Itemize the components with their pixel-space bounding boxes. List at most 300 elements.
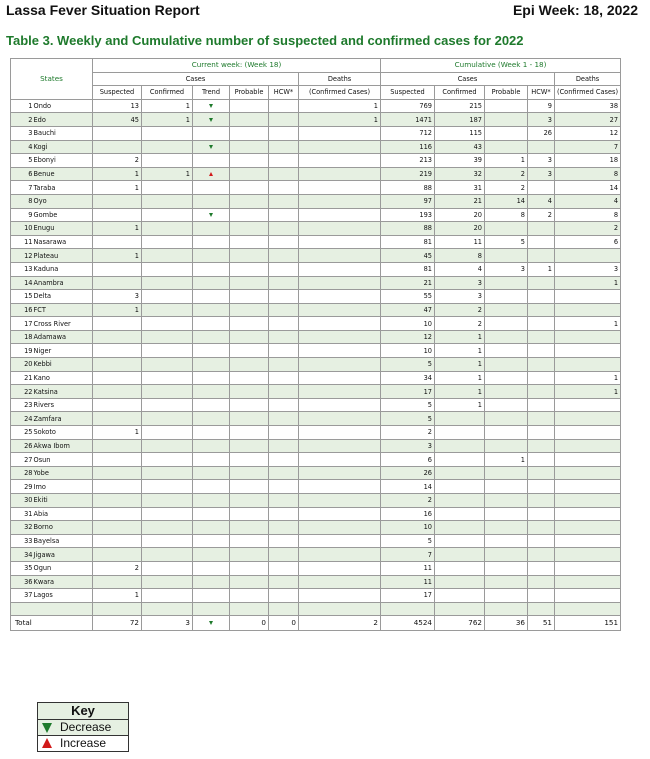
cum-probable-cell (485, 534, 528, 548)
cum-deaths-cell: 2 (555, 222, 621, 236)
cum-hcw-cell (528, 398, 555, 412)
cw-deaths-cell (299, 154, 381, 168)
cw-deaths-cell (299, 453, 381, 467)
cw-probable-cell (230, 494, 269, 508)
total-cum-suspected: 4524 (381, 616, 435, 631)
cumulative-header: Cumulative (Week 1 - 18) (381, 59, 621, 73)
cum-hcw-cell (528, 439, 555, 453)
cw-suspected-cell (93, 208, 142, 222)
cw-suspected-cell: 1 (93, 167, 142, 181)
cw-probable-cell (230, 235, 269, 249)
cw-suspected-cell (93, 385, 142, 399)
cw-confirmed-cell (142, 154, 193, 168)
table-row (11, 99, 621, 113)
cum-confirmed-cell (435, 412, 485, 426)
cw-deaths-cell (299, 126, 381, 140)
cw-suspected-cell (93, 412, 142, 426)
state-name: Kano (33, 371, 93, 385)
cw-hcw-cell (269, 466, 299, 480)
cw-suspected-cell (93, 317, 142, 331)
row-number: 30 (11, 494, 33, 508)
trend-cell (193, 99, 230, 113)
state-name: Zamfara (33, 412, 93, 426)
cum-probable-cell (485, 385, 528, 399)
cum-confirmed-cell (435, 480, 485, 494)
cw-probable-cell (230, 262, 269, 276)
cw-deaths-cell (299, 222, 381, 236)
cw-deaths-cell (299, 303, 381, 317)
row-number: 1 (11, 99, 33, 113)
state-name: Anambra (33, 276, 93, 290)
cum-confirmed-cell (435, 521, 485, 535)
cum-hcw-cell (528, 303, 555, 317)
cw-hcw-cell (269, 371, 299, 385)
cum-suspected-cell: 47 (381, 303, 435, 317)
cum-hcw-cell (528, 466, 555, 480)
cum-probable-cell (485, 575, 528, 589)
cum-probable-cell (485, 561, 528, 575)
cum-suspected-cell: 193 (381, 208, 435, 222)
cw-confirmed-cell (142, 507, 193, 521)
row-number: 23 (11, 398, 33, 412)
cum-suspected-cell: 3 (381, 439, 435, 453)
cum-suspected-cell: 55 (381, 290, 435, 304)
col-cum-suspected: Suspected (381, 86, 435, 100)
trend-cell (193, 167, 230, 181)
col-hcw: HCW* (269, 86, 299, 100)
cum-hcw-cell (528, 330, 555, 344)
col-deaths-confirmed: (Confirmed Cases) (299, 86, 381, 100)
row-number: 32 (11, 521, 33, 535)
cw-suspected-cell (93, 358, 142, 372)
cum-deaths-cell: 12 (555, 126, 621, 140)
cw-hcw-cell (269, 358, 299, 372)
cw-confirmed-cell (142, 194, 193, 208)
row-number: 36 (11, 575, 33, 589)
row-number: 34 (11, 548, 33, 562)
cw-hcw-cell (269, 208, 299, 222)
cw-deaths-cell (299, 561, 381, 575)
cum-probable-cell: 5 (485, 235, 528, 249)
trend-cell (193, 616, 230, 631)
table-header (11, 59, 621, 100)
cw-deaths-cell (299, 358, 381, 372)
cw-hcw-cell (269, 344, 299, 358)
cw-probable-cell (230, 330, 269, 344)
cw-deaths-cell: 1 (299, 113, 381, 127)
table-row (11, 439, 621, 453)
cum-suspected-cell: 2 (381, 494, 435, 508)
cum-probable-cell (485, 140, 528, 154)
cw-confirmed-cell: 1 (142, 167, 193, 181)
cum-probable-cell (485, 589, 528, 603)
cw-probable-cell (230, 589, 269, 603)
cum-suspected-cell: 116 (381, 140, 435, 154)
col-cum-hcw: HCW* (528, 86, 555, 100)
cum-deaths-cell: 7 (555, 140, 621, 154)
epi-week-label: Epi Week: 18, 2022 (512, 2, 638, 18)
row-number: 13 (11, 262, 33, 276)
state-name: Ebonyi (33, 154, 93, 168)
total-cum-deaths: 151 (555, 616, 621, 631)
col-cum-deaths-confirmed: (Confirmed Cases) (555, 86, 621, 100)
cum-suspected-cell: 81 (381, 262, 435, 276)
state-name: Ogun (33, 561, 93, 575)
cw-deaths-cell (299, 548, 381, 562)
cw-deaths-cell (299, 494, 381, 508)
cw-deaths-cell: 1 (299, 99, 381, 113)
cw-deaths-cell (299, 385, 381, 399)
row-number: 28 (11, 466, 33, 480)
state-name: Nasarawa (33, 235, 93, 249)
cw-deaths-cell (299, 439, 381, 453)
cw-hcw-cell (269, 317, 299, 331)
state-name: Kogi (33, 140, 93, 154)
cum-suspected-cell: 34 (381, 371, 435, 385)
cum-probable-cell (485, 99, 528, 113)
cw-probable-cell (230, 303, 269, 317)
trend-cell (193, 235, 230, 249)
cum-confirmed-cell: 20 (435, 222, 485, 236)
cum-probable-cell (485, 249, 528, 263)
trend-cell (193, 575, 230, 589)
cum-deaths-cell (555, 575, 621, 589)
cw-suspected-cell (93, 262, 142, 276)
cum-hcw-cell (528, 140, 555, 154)
table-row (11, 330, 621, 344)
cw-deaths-cell (299, 480, 381, 494)
row-number: 20 (11, 358, 33, 372)
cum-probable-cell (485, 494, 528, 508)
cum-deaths-cell (555, 303, 621, 317)
cum-probable-cell (485, 303, 528, 317)
cum-suspected-cell: 88 (381, 222, 435, 236)
cw-suspected-cell (93, 575, 142, 589)
cw-probable-cell (230, 466, 269, 480)
cw-confirmed-cell (142, 548, 193, 562)
states-header: States (11, 59, 93, 100)
cum-suspected-cell: 97 (381, 194, 435, 208)
cum-probable-cell (485, 358, 528, 372)
state-name: Oyo (33, 194, 93, 208)
trend-cell (193, 194, 230, 208)
cum-hcw-cell (528, 235, 555, 249)
cum-confirmed-cell: 2 (435, 317, 485, 331)
table-row (11, 290, 621, 304)
cum-hcw-cell (528, 453, 555, 467)
cum-deaths-cell (555, 249, 621, 263)
table-row (11, 181, 621, 195)
trend-cell (193, 439, 230, 453)
cw-hcw-cell (269, 494, 299, 508)
decrease-triangle-icon (42, 723, 52, 733)
cum-deaths-cell (555, 507, 621, 521)
cum-suspected-cell: 5 (381, 398, 435, 412)
cw-probable-cell (230, 548, 269, 562)
cum-hcw-cell (528, 276, 555, 290)
cw-probable-cell (230, 575, 269, 589)
cw-hcw-cell (269, 113, 299, 127)
cw-hcw-cell (269, 290, 299, 304)
cw-hcw-cell (269, 194, 299, 208)
cw-probable-cell (230, 398, 269, 412)
cum-suspected-cell: 16 (381, 507, 435, 521)
col-cum-confirmed: Confirmed (435, 86, 485, 100)
state-name: Gombe (33, 208, 93, 222)
row-number: 26 (11, 439, 33, 453)
cw-confirmed-cell (142, 249, 193, 263)
cw-probable-cell (230, 344, 269, 358)
spacer-cell (93, 602, 142, 616)
cum-probable-cell (485, 371, 528, 385)
trend-cell (193, 154, 230, 168)
cw-hcw-cell (269, 154, 299, 168)
state-name: Ekiti (33, 494, 93, 508)
cum-probable-cell (485, 126, 528, 140)
cum-probable-cell (485, 330, 528, 344)
state-name: FCT (33, 303, 93, 317)
cw-probable-cell (230, 521, 269, 535)
cum-suspected-cell: 712 (381, 126, 435, 140)
table-row (11, 249, 621, 263)
cw-hcw-cell (269, 561, 299, 575)
cw-hcw-cell (269, 589, 299, 603)
table-row (11, 575, 621, 589)
cum-hcw-cell (528, 290, 555, 304)
spacer-cell (11, 602, 33, 616)
cum-suspected-cell: 11 (381, 561, 435, 575)
cum-hcw-cell (528, 344, 555, 358)
state-name: Cross River (33, 317, 93, 331)
cum-deaths-cell (555, 290, 621, 304)
cum-confirmed-cell (435, 507, 485, 521)
cum-confirmed-cell: 43 (435, 140, 485, 154)
row-number: 6 (11, 167, 33, 181)
total-cw-suspected: 72 (93, 616, 142, 631)
cw-probable-cell (230, 358, 269, 372)
cw-probable-cell (230, 194, 269, 208)
cum-deaths-cell (555, 561, 621, 575)
cum-deaths-cell (555, 494, 621, 508)
cum-hcw-cell (528, 222, 555, 236)
cum-deaths-cell: 8 (555, 167, 621, 181)
spacer-row (11, 602, 621, 616)
table-row (11, 235, 621, 249)
state-name: Bayelsa (33, 534, 93, 548)
cw-hcw-cell (269, 548, 299, 562)
cw-deaths-cell (299, 235, 381, 249)
cum-suspected-cell: 2 (381, 426, 435, 440)
cum-probable-cell (485, 480, 528, 494)
trend-cell (193, 113, 230, 127)
cw-hcw-cell (269, 507, 299, 521)
cw-hcw-cell (269, 534, 299, 548)
row-number: 15 (11, 290, 33, 304)
trend-cell (193, 126, 230, 140)
cw-confirmed-cell (142, 453, 193, 467)
cum-deaths-cell (555, 453, 621, 467)
spacer-cell (269, 602, 299, 616)
cw-suspected-cell: 1 (93, 303, 142, 317)
row-number: 2 (11, 113, 33, 127)
cw-suspected-cell: 1 (93, 222, 142, 236)
total-cw-confirmed: 3 (142, 616, 193, 631)
cum-suspected-cell: 88 (381, 181, 435, 195)
cum-hcw-cell: 1 (528, 262, 555, 276)
table-row (11, 303, 621, 317)
cum-confirmed-cell (435, 575, 485, 589)
total-cum-hcw: 51 (528, 616, 555, 631)
cum-suspected-cell: 769 (381, 99, 435, 113)
key-title: Key (38, 703, 128, 720)
cw-deaths-cell (299, 575, 381, 589)
cw-probable-cell (230, 385, 269, 399)
cum-hcw-cell (528, 317, 555, 331)
cum-probable-cell: 2 (485, 181, 528, 195)
cw-confirmed-cell (142, 126, 193, 140)
cum-suspected-cell: 213 (381, 154, 435, 168)
state-name: Jigawa (33, 548, 93, 562)
cum-hcw-cell: 9 (528, 99, 555, 113)
trend-cell (193, 303, 230, 317)
cw-confirmed-cell (142, 480, 193, 494)
cum-confirmed-cell: 3 (435, 276, 485, 290)
table-row (11, 534, 621, 548)
cw-probable-cell (230, 99, 269, 113)
cum-suspected-cell: 12 (381, 330, 435, 344)
cum-hcw-cell (528, 507, 555, 521)
total-cw-hcw: 0 (269, 616, 299, 631)
cw-probable-cell (230, 371, 269, 385)
row-number: 11 (11, 235, 33, 249)
cum-deaths-cell (555, 548, 621, 562)
cw-confirmed-cell: 1 (142, 113, 193, 127)
cum-deaths-cell (555, 466, 621, 480)
cw-confirmed-cell (142, 561, 193, 575)
cw-suspected-cell (93, 194, 142, 208)
cum-confirmed-cell: 20 (435, 208, 485, 222)
table-body (11, 99, 621, 631)
row-number: 35 (11, 561, 33, 575)
trend-cell (193, 534, 230, 548)
cum-confirmed-cell: 4 (435, 262, 485, 276)
cw-confirmed-cell (142, 412, 193, 426)
cum-probable-cell (485, 290, 528, 304)
cum-hcw-cell (528, 412, 555, 426)
cw-suspected-cell: 13 (93, 99, 142, 113)
cw-deaths-cell (299, 507, 381, 521)
state-name: Edo (33, 113, 93, 127)
cum-confirmed-cell (435, 453, 485, 467)
spacer-cell (142, 602, 193, 616)
cw-confirmed-cell (142, 589, 193, 603)
cw-suspected-cell: 2 (93, 154, 142, 168)
cw-suspected-cell (93, 548, 142, 562)
key-decrease-label: Decrease (60, 720, 112, 734)
cum-suspected-cell: 81 (381, 235, 435, 249)
state-name: Adamawa (33, 330, 93, 344)
row-number: 3 (11, 126, 33, 140)
table-row (11, 317, 621, 331)
cum-confirmed-cell: 21 (435, 194, 485, 208)
cum-hcw-cell (528, 575, 555, 589)
cw-hcw-cell (269, 167, 299, 181)
cum-suspected-cell: 5 (381, 358, 435, 372)
cw-deaths-cell (299, 181, 381, 195)
state-name: Kebbi (33, 358, 93, 372)
cum-suspected-cell: 21 (381, 276, 435, 290)
row-number: 5 (11, 154, 33, 168)
table-row (11, 453, 621, 467)
state-name: Plateau (33, 249, 93, 263)
trend-down-icon (209, 145, 213, 149)
cum-confirmed-cell: 187 (435, 113, 485, 127)
cum-hcw-cell: 3 (528, 113, 555, 127)
cw-hcw-cell (269, 426, 299, 440)
table-row (11, 344, 621, 358)
cw-confirmed-cell (142, 439, 193, 453)
cum-probable-cell (485, 507, 528, 521)
cw-hcw-cell (269, 222, 299, 236)
table-row (11, 358, 621, 372)
cw-deaths-cell (299, 249, 381, 263)
increase-triangle-icon (42, 738, 52, 748)
cum-hcw-cell (528, 534, 555, 548)
trend-cell (193, 262, 230, 276)
table-row (11, 371, 621, 385)
trend-down-icon (209, 213, 213, 217)
row-number: 24 (11, 412, 33, 426)
cw-deaths-cell (299, 290, 381, 304)
trend-cell (193, 140, 230, 154)
cw-hcw-cell (269, 480, 299, 494)
cw-hcw-cell (269, 439, 299, 453)
cum-probable-cell (485, 521, 528, 535)
trend-cell (193, 494, 230, 508)
cw-confirmed-cell (142, 262, 193, 276)
cw-suspected-cell (93, 398, 142, 412)
cum-suspected-cell: 1471 (381, 113, 435, 127)
trend-cell (193, 466, 230, 480)
cum-probable-cell (485, 222, 528, 236)
cum-hcw-cell: 4 (528, 194, 555, 208)
trend-cell (193, 208, 230, 222)
cum-confirmed-cell: 1 (435, 344, 485, 358)
cum-probable-cell (485, 276, 528, 290)
cw-suspected-cell (93, 235, 142, 249)
cw-hcw-cell (269, 140, 299, 154)
cum-suspected-cell: 11 (381, 575, 435, 589)
cw-confirmed-cell (142, 140, 193, 154)
row-number: 22 (11, 385, 33, 399)
trend-cell (193, 181, 230, 195)
cum-confirmed-cell (435, 426, 485, 440)
cw-deaths-cell (299, 262, 381, 276)
cw-suspected-cell (93, 330, 142, 344)
trend-cell (193, 330, 230, 344)
cum-hcw-cell: 26 (528, 126, 555, 140)
cw-confirmed-cell (142, 290, 193, 304)
table-row (11, 262, 621, 276)
table-row (11, 222, 621, 236)
legend-key (37, 702, 129, 752)
row-number: 9 (11, 208, 33, 222)
cum-deaths-cell: 27 (555, 113, 621, 127)
cum-hcw-cell (528, 426, 555, 440)
key-increase-label: Increase (60, 736, 107, 750)
col-confirmed: Confirmed (142, 86, 193, 100)
cw-deaths-cell (299, 521, 381, 535)
